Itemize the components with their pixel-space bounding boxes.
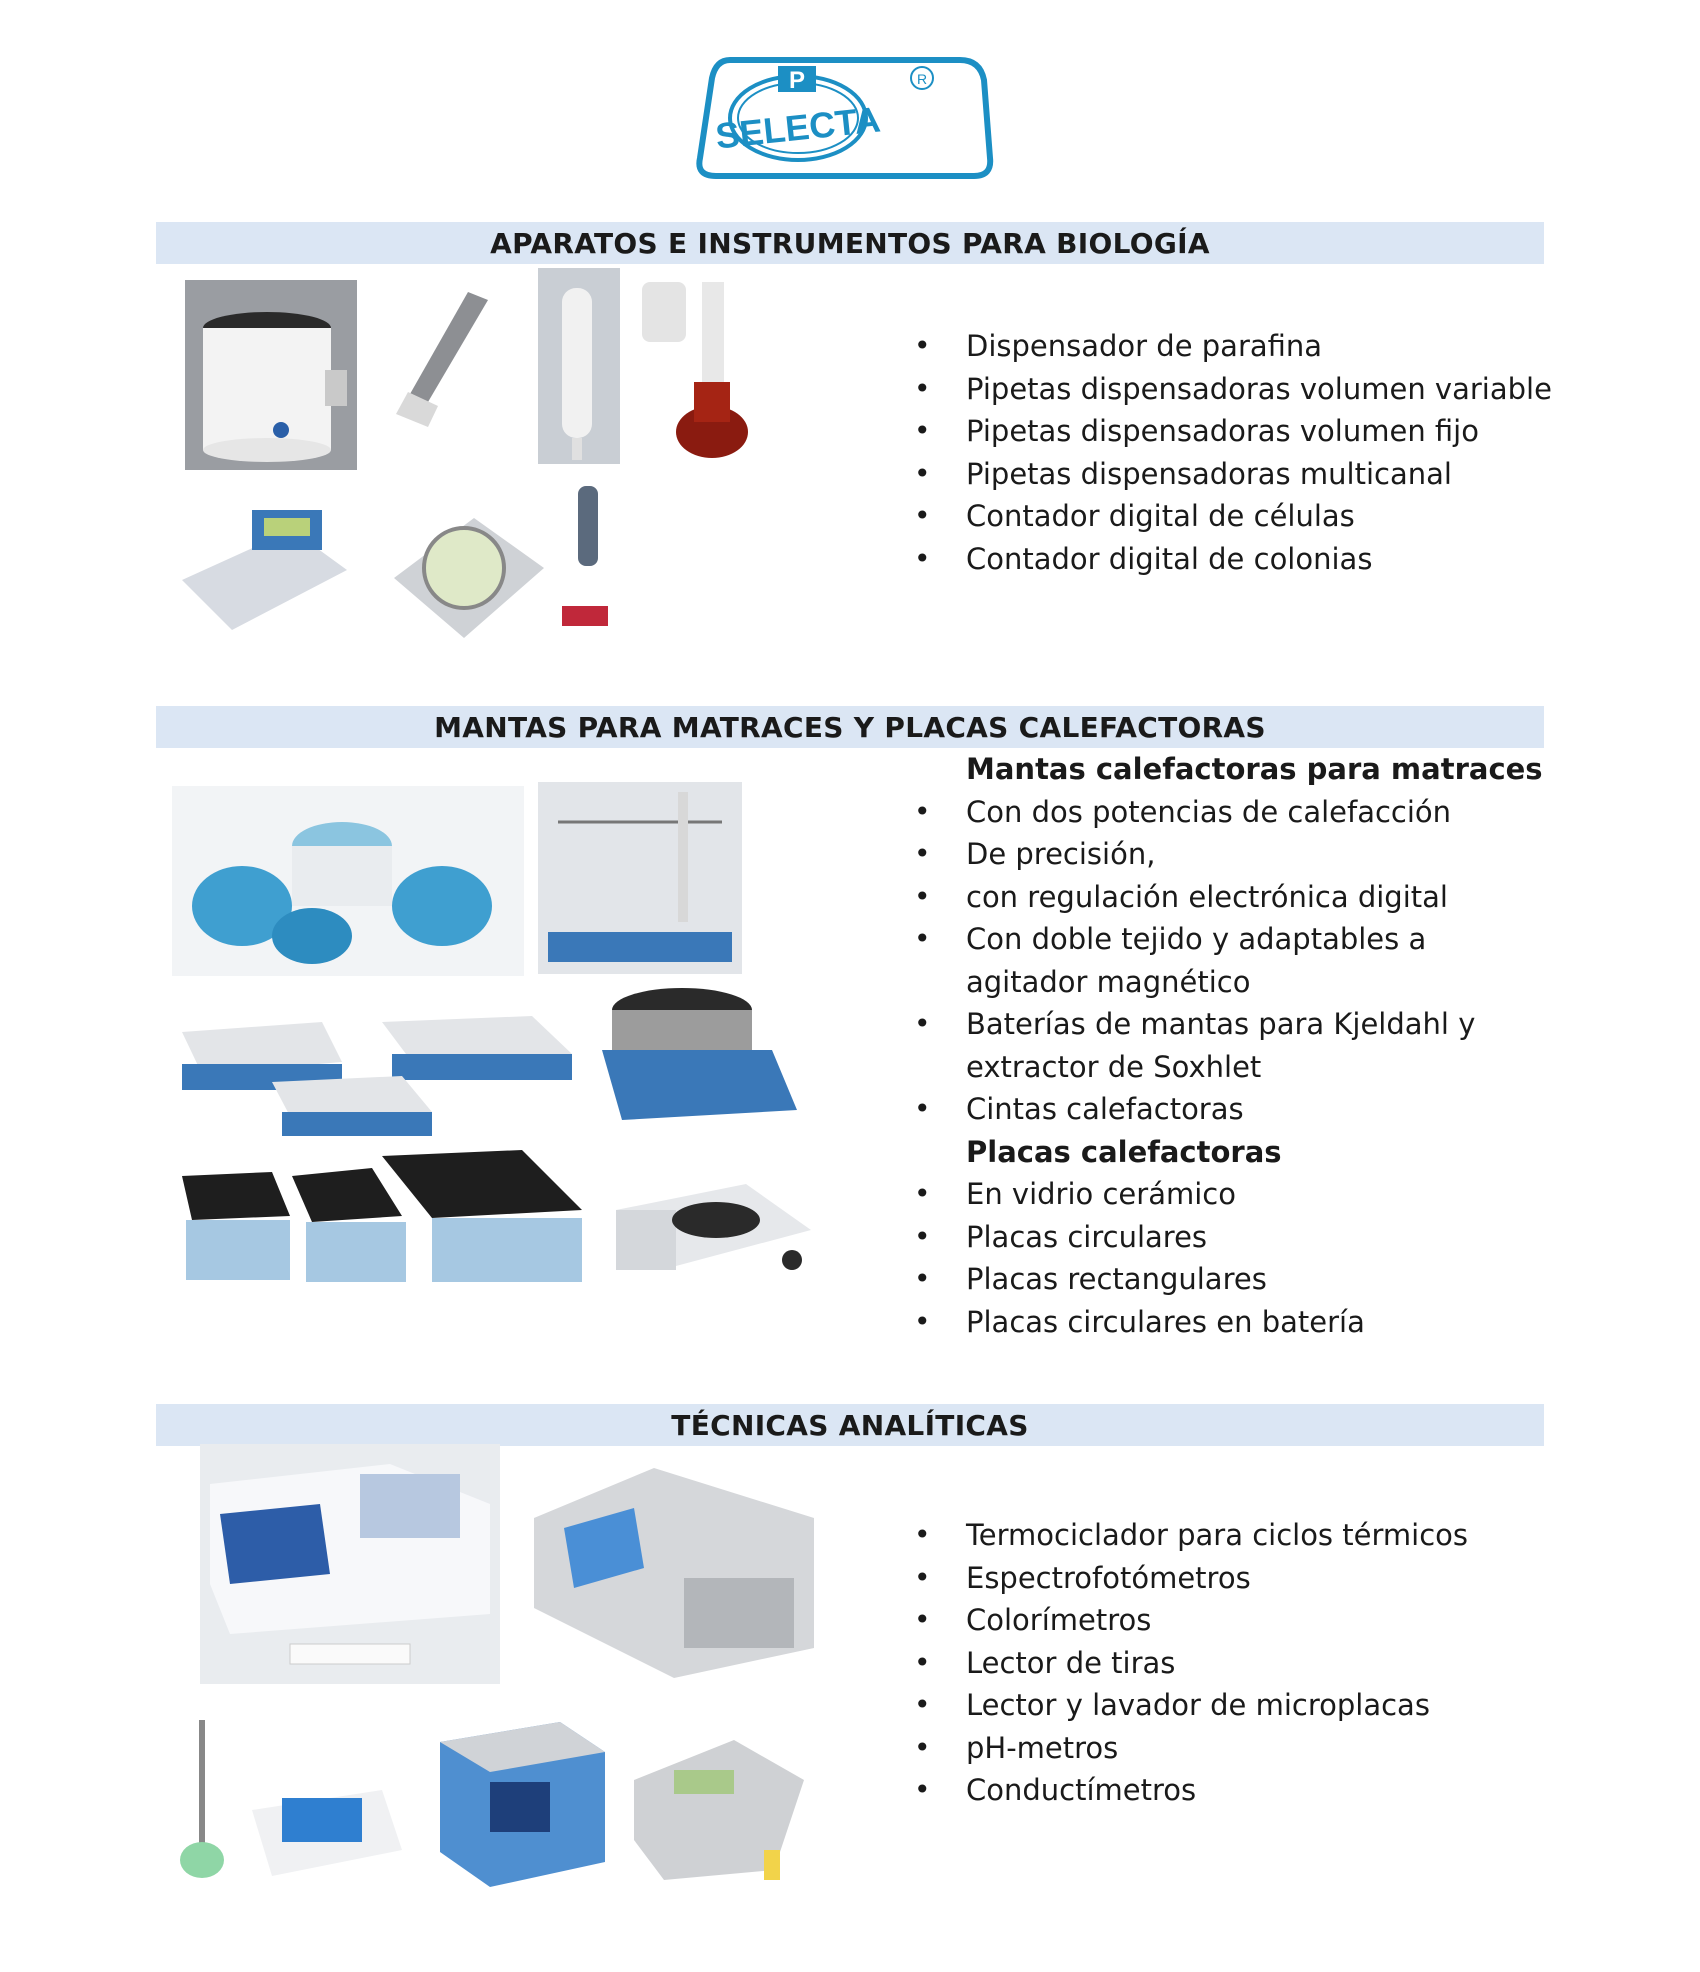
list-item: • Lector de tiras [914,1642,1468,1685]
list-item: • Pipetas dispensadoras volumen fijo [914,410,1552,453]
list-item: • Contador digital de colonias [914,538,1552,581]
colorimeter-photo [624,1720,814,1888]
spectrophotometer-photo [200,1444,500,1684]
bottle-dispenser-photo [632,272,762,462]
list-item: • con regulación electrónica digital [914,876,1543,919]
list-item: • Con dos potencias de calefacción [914,791,1543,834]
rectangular-plates-photo [172,1002,582,1142]
list-item: • Termociclador para ciclos térmicos [914,1514,1468,1557]
svg-text:R: R [916,71,928,87]
list-item: • Placas circulares en batería [914,1301,1543,1344]
list-item: • Espectrofotómetros [914,1557,1468,1600]
list-item: • Contador digital de células [914,495,1552,538]
analytical-list [914,1514,1468,1812]
microplate-reader-photo [524,1458,818,1686]
selecta-logo [690,48,1010,188]
section-title-analytical: TÉCNICAS ANALÍTICAS [156,1404,1544,1446]
circular-plate-stirrer-photo [592,980,804,1144]
list-item: • Lector y lavador de microplacas [914,1684,1468,1727]
list-item: • Colorímetros [914,1599,1468,1642]
heating-list [914,748,1543,1343]
ph-meter-photo [172,1700,406,1886]
biology-list [914,325,1552,580]
list-item: • De precisión, [914,833,1543,876]
svg-text:SELECTA: SELECTA [713,98,883,157]
list-subheading: Placas calefactoras [966,1134,1282,1169]
ceramic-plates-photo [172,1146,594,1304]
list-item: • Cintas calefactoras [914,1088,1543,1131]
list-item: • Dispensador de parafina [914,325,1552,368]
svg-text:P: P [788,67,806,94]
list-item-continuation: agitador magnético [966,964,1251,999]
kjeldahl-battery-photo [538,782,742,974]
list-item: • pH-metros [914,1727,1468,1770]
list-item: • Baterías de mantas para Kjeldahl y [914,1003,1543,1046]
list-item: • Placas rectangulares [914,1258,1543,1301]
section-title-heating: MANTAS PARA MATRACES Y PLACAS CALEFACTORAS [156,706,1544,748]
cell-counter-photo [172,490,354,640]
heating-mantles-photo [172,786,524,976]
list-item: • Pipetas dispensadoras multicanal [914,453,1552,496]
hot-plate-photo [606,1170,816,1302]
list-item: • En vidrio cerámico [914,1173,1543,1216]
list-subheading: Mantas calefactoras para matraces [966,752,1543,786]
variable-pipette-photo [388,282,518,432]
list-item: • Pipetas dispensadoras volumen variable [914,368,1552,411]
paraffin-dispenser-photo [185,280,357,470]
thermocycler-photo [430,1712,610,1890]
list-item: • Placas circulares [914,1216,1543,1259]
multichannel-pipette-photo [552,476,618,640]
colony-counter-photo [384,468,548,640]
list-item-continuation: extractor de Soxhlet [966,1049,1262,1084]
section-title-biology: APARATOS E INSTRUMENTOS PARA BIOLOGÍA [156,222,1544,264]
fixed-pipette-photo [538,268,620,464]
list-item: • Conductímetros [914,1769,1468,1812]
list-item: • Con doble tejido y adaptables a [914,918,1543,961]
